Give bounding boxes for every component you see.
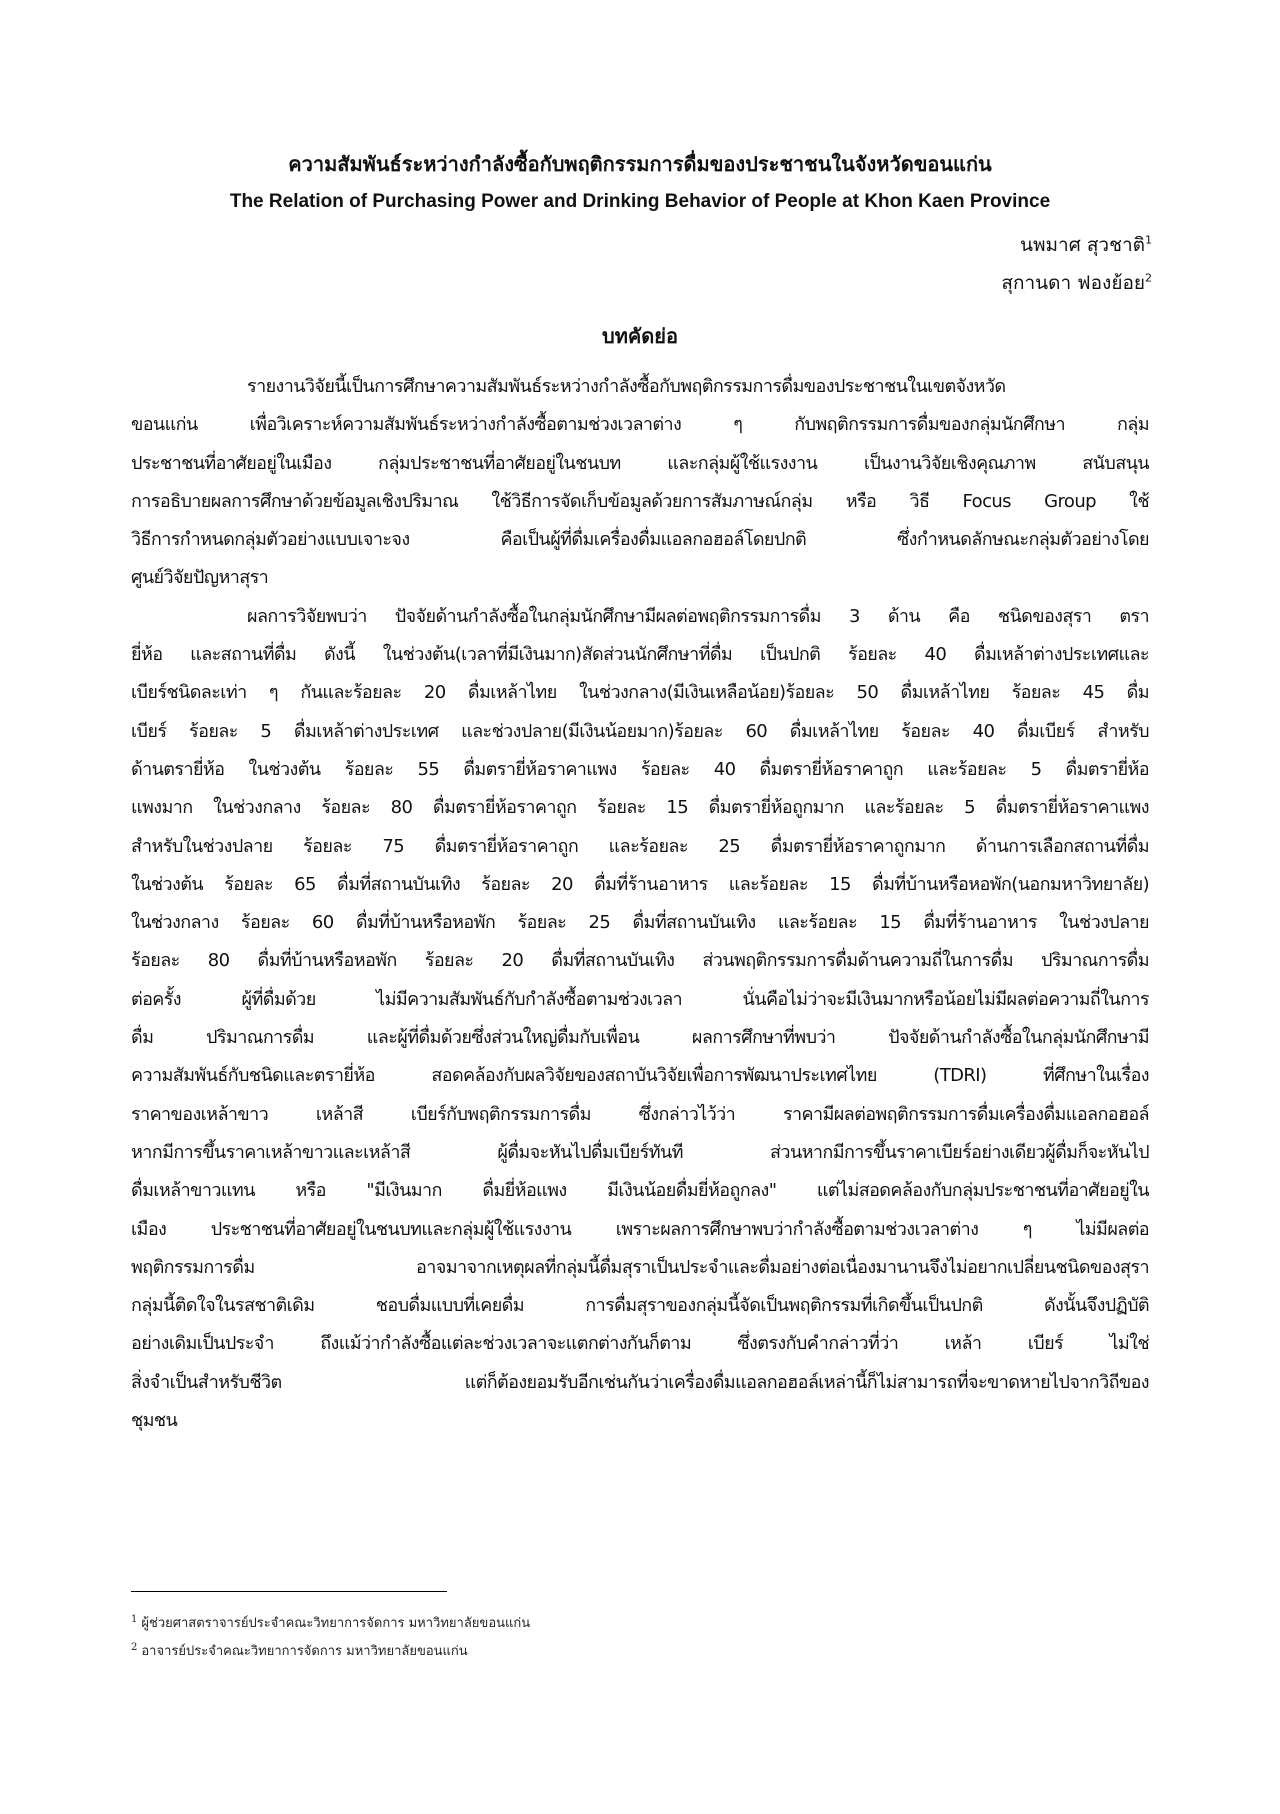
footnote-text: อาจารย์ประจำคณะวิทยาการจัดการ มหาวิทยาลัยขอนแก่น xyxy=(141,1644,468,1659)
paragraph-line: กลุ่มนี้ติดใจในรสชาติเดิม ชอบดื่มแบบที่เคยดื่ม การดื่มสุราของกลุ่มนี้จัดเป็นพฤติกรรมที่เกิดขึ้นเป็นปกติ ดังนั้นจึงปฏิบัติ xyxy=(131,1295,1149,1317)
footnote-mark: 1 xyxy=(131,1613,138,1625)
author-name: สุกานดา ฟองย้อย xyxy=(1001,272,1145,294)
paragraph-line: วิธีการกำหนดกลุ่มตัวอย่างแบบเจาะจง คือเป็นผู้ที่ดื่มเครื่องดื่มแอลกอฮอล์โดยปกติ ซึ่งกำหนดลักษณะกลุ่มตัวอย่างโดย xyxy=(131,529,1149,551)
paragraph-line: หากมีการขึ้นราคาเหล้าขาวและเหล้าสี ผู้ดื่มจะหันไปดื่มเบียร์ทันที ส่วนหากมีการขึ้นราคาเบียร์อย่างเดียวผู้ดื่มก็จะหันไป xyxy=(131,1141,1149,1163)
footnote-2 xyxy=(131,1640,468,1661)
title-thai: ความสัมพันธ์ระหว่างกำลังซื้อกับพฤติกรรมการดื่มของประชาชนในจังหวัดขอนแก่น xyxy=(288,152,992,176)
paragraph-line: ราคาของเหล้าขาว เหล้าสี เบียร์กับพฤติกรรมการดื่ม ซึ่งกล่าวไว้ว่า ราคามีผลต่อพฤติกรรมการดื่มเครื่องดื่มแอลกอฮอล์ xyxy=(131,1103,1149,1125)
footnote-divider xyxy=(131,1591,447,1592)
paragraph-line: ดื่ม ปริมาณการดื่ม และผู้ที่ดื่มด้วยซึ่งส่วนใหญ่ดื่มกับเพื่อน ผลการศึกษาที่พบว่า ปัจจัยด้านกำลังซื้อในกลุ่มนักศึกษามี xyxy=(131,1027,1149,1049)
paragraph-line: เบียร์ชนิดละเท่า ๆ กันและร้อยละ 20 ดื่มเหล้าไทย ในช่วงกลาง(มีเงินเหลือน้อย)ร้อยละ 50 ดื่มเหล้าไทย ร้อยละ 45 ดื่ม xyxy=(131,682,1149,704)
paragraph-line: เบียร์ ร้อยละ 5 ดื่มเหล้าต่างประเทศ และช่วงปลาย(มีเงินน้อยมาก)ร้อยละ 60 ดื่มเหล้าไทย ร้อยละ 40 ดื่มเบียร์ สำหรับ xyxy=(131,720,1149,742)
abstract-body xyxy=(131,372,1149,1444)
paragraph-line: ดื่มเหล้าขาวแทน หรือ "มีเงินมาก ดื่มยี่ห้อแพง มีเงินน้อยดื่มยี่ห้อถูกลง" แต่ไม่สอดคล้องกับกลุ่มประชาชนที่อาศัยอยู่ใน xyxy=(131,1180,1149,1202)
paragraph-line: ความสัมพันธ์กับชนิดและตรายี่ห้อ สอดคล้องกับผลวิจัยของสถาบันวิจัยเพื่อการพัฒนาประเทศไทย (TDRI) ที่ศึกษาในเรื่อง xyxy=(131,1065,1149,1087)
paragraph-line: พฤติกรรมการดื่ม อาจมาจากเหตุผลที่กลุ่มนี้ดื่มสุราเป็นประจำและดื่มอย่างต่อเนื่องมานานจึงไม่อยากเปลี่ยนชนิดของสุรา xyxy=(131,1256,1149,1278)
paragraph-line: ร้อยละ 80 ดื่มที่บ้านหรือหอพัก ร้อยละ 20 ดื่มที่สถานบันเทิง ส่วนพฤติกรรมการดื่มด้านความถี่ในการดื่ม ปริมาณการดื่ม xyxy=(131,950,1149,972)
footnote-mark: 2 xyxy=(1145,271,1152,285)
title-english: The Relation of Purchasing Power and Drinking Behavior of People at Khon Kaen Province xyxy=(229,191,1051,212)
paragraph-line: ชุมชน xyxy=(131,1410,178,1432)
paragraph-line: การอธิบายผลการศึกษาด้วยข้อมูลเชิงปริมาณ ใช้วิธีการจัดเก็บข้อมูลด้วยการสัมภาษณ์กลุ่ม หรือ วิธี Focus Group ใช้ xyxy=(131,490,1149,512)
footnote-mark: 2 xyxy=(131,1641,138,1653)
paragraph-line: ด้านตรายี่ห้อ ในช่วงต้น ร้อยละ 55 ดื่มตรายี่ห้อราคาแพง ร้อยละ 40 ดื่มตรายี่ห้อราคาถูก และร้อยละ 5 ดื่มตรายี่ห้อ xyxy=(131,758,1149,780)
author-1 xyxy=(1020,230,1152,260)
paragraph-line: ประชาชนที่อาศัยอยู่ในเมือง กลุ่มประชาชนที่อาศัยอยู่ในชนบท และกลุ่มผู้ใช้แรงงาน เป็นงานวิจัยเชิงคุณภาพ สนับสนุน xyxy=(131,452,1149,474)
paragraph-line: อย่างเดิมเป็นประจำ ถึงแม้ว่ากำลังซื้อแต่ละช่วงเวลาจะแตกต่างกันก็ตาม ซึ่งตรงกับคำกล่าวที่ว่า เหล้า เบียร์ ไม่ใช่ xyxy=(131,1333,1149,1355)
author-name: นพมาศ สุวชาติ xyxy=(1020,234,1145,256)
paragraph-line: ผลการวิจัยพบว่า ปัจจัยด้านกำลังซื้อในกลุ่มนักศึกษามีผลต่อพฤติกรรมการดื่ม 3 ด้าน คือ ชนิดของสุรา ตรา xyxy=(247,605,1149,627)
paragraph-line: เมือง ประชาชนที่อาศัยอยู่ในชนบทและกลุ่มผู้ใช้แรงงาน เพราะผลการศึกษาพบว่ากำลังซื้อตามช่วงเวลาต่าง ๆ ไม่มีผลต่อ xyxy=(131,1218,1149,1240)
paragraph-line: ในช่วงต้น ร้อยละ 65 ดื่มที่สถานบันเทิง ร้อยละ 20 ดื่มที่ร้านอาหาร และร้อยละ 15 ดื่มที่บ้านหรือหอพัก(นอกมหาวิทยาลัย) xyxy=(131,873,1149,895)
paragraph-line: ในช่วงกลาง ร้อยละ 60 ดื่มที่บ้านหรือหอพัก ร้อยละ 25 ดื่มที่สถานบันเทิง และร้อยละ 15 ดื่มที่ร้านอาหาร ในช่วงปลาย xyxy=(131,912,1149,934)
abstract-heading: บทคัดย่อ xyxy=(602,324,678,348)
paragraph-line: ศูนย์วิจัยปัญหาสุรา xyxy=(131,567,269,589)
footnote-text: ผู้ช่วยศาสตราจารย์ประจำคณะวิทยาการจัดการ มหาวิทยาลัยขอนแก่น xyxy=(141,1616,531,1631)
author-2 xyxy=(1001,268,1152,298)
paragraph-line: สำหรับในช่วงปลาย ร้อยละ 75 ดื่มตรายี่ห้อราคาถูก และร้อยละ 25 ดื่มตรายี่ห้อราคาถูกมาก ด้านการเลือกสถานที่ดื่ม xyxy=(131,835,1149,857)
footnote-mark: 1 xyxy=(1145,233,1152,247)
paragraph-line: ยี่ห้อ และสถานที่ดื่ม ดังนี้ ในช่วงต้น(เวลาที่มีเงินมาก)สัดส่วนนักศึกษาที่ดื่ม เป็นปกติ ร้อยละ 40 ดื่มเหล้าต่างประเทศและ xyxy=(131,644,1149,666)
paragraph-line: ขอนแก่น เพื่อวิเคราะห์ความสัมพันธ์ระหว่างกำลังซื้อตามช่วงเวลาต่าง ๆ กับพฤติกรรมการดื่มของกลุ่มนักศึกษา กลุ่ม xyxy=(131,414,1149,436)
paragraph-line: แพงมาก ในช่วงกลาง ร้อยละ 80 ดื่มตรายี่ห้อราคาถูก ร้อยละ 15 ดื่มตรายี่ห้อถูกมาก และร้อยละ 5 ดื่มตรายี่ห้อราคาแพง xyxy=(131,797,1149,819)
paragraph-line: สิ่งจำเป็นสำหรับชีวิต แต่ก็ต้องยอมรับอีกเช่นกันว่าเครื่องดื่มแอลกอฮอล์เหล่านี้ก็ไม่สามารถที่จะขาดหายไปจากวิถีของ xyxy=(131,1371,1149,1393)
footnote-1 xyxy=(131,1612,530,1633)
paragraph-line: ต่อครั้ง ผู้ที่ดื่มด้วย ไม่มีความสัมพันธ์กับกำลังซื้อตามช่วงเวลา นั่นคือไม่ว่าจะมีเงินมากหรือน้อยไม่มีผลต่อความถี่ในการ xyxy=(131,988,1149,1010)
paragraph-line: รายงานวิจัยนี้เป็นการศึกษาความสัมพันธ์ระหว่างกำลังซื้อกับพฤติกรรมการดื่มของประชาชนในเขตจังหวัด xyxy=(247,376,1006,397)
